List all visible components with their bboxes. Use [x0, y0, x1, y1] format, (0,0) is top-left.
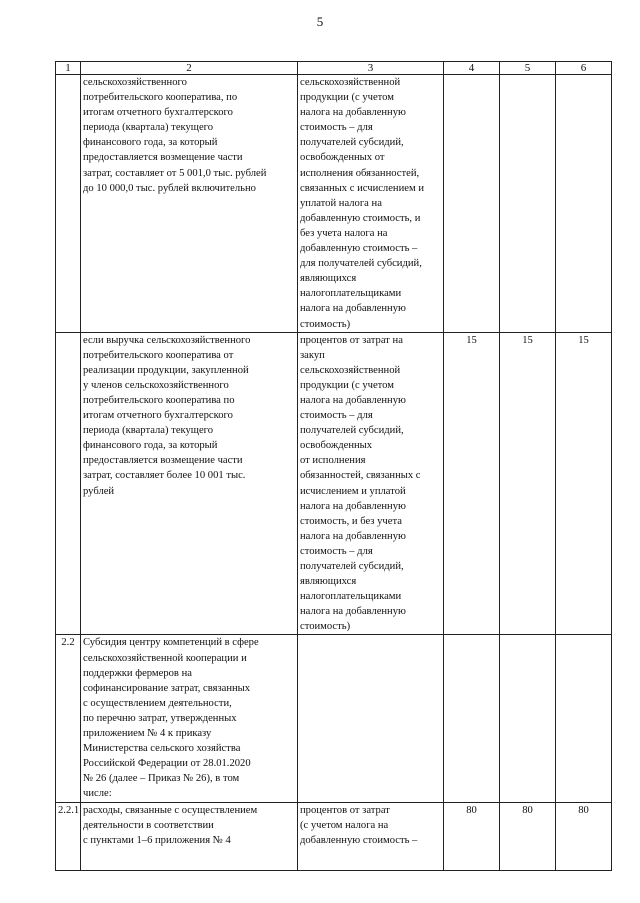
description-line: если выручка сельскохозяйственного — [83, 334, 251, 346]
page-number: 5 — [316, 14, 324, 29]
unit-line: стоимость – для — [300, 122, 373, 134]
description-line: рублей — [83, 485, 115, 497]
row-value-v6: 15 — [556, 332, 612, 635]
row-number — [56, 75, 81, 333]
row-description — [81, 635, 298, 802]
description-line: Российской Федерации от 28.01.2020 — [83, 758, 251, 770]
unit-line: продукции (с учетом — [300, 379, 394, 391]
row-unit — [298, 802, 444, 870]
unit-line: получателей субсидий, — [300, 137, 404, 149]
header-col-6: 6 — [556, 62, 612, 75]
description-line: итогам отчетного бухгалтерского — [83, 107, 233, 119]
unit-line: уплатой налога на — [300, 197, 382, 209]
row-number: 2.2 — [56, 635, 81, 802]
unit-line: получателей субсидий, — [300, 561, 404, 572]
unit-line: налога на добавленную — [300, 394, 406, 406]
unit-line: освобожденных — [300, 440, 373, 452]
description-line: расходы, связанные с осуществлением — [83, 804, 258, 816]
description-line: приложением № 4 к приказу — [83, 728, 212, 740]
unit-line: процентов от затрат на — [300, 334, 403, 346]
description-line: у членов сельскохозяйственного — [83, 379, 229, 391]
unit-line: получателей субсидий, — [300, 425, 404, 437]
unit-line: стоимость – для — [300, 410, 373, 422]
unit-line: обязанностей, связанных с — [300, 470, 421, 482]
row-value-v5: 15 — [500, 332, 556, 635]
description-line: Министерства сельского хозяйства — [83, 743, 241, 755]
subsidy-table — [55, 61, 612, 871]
unit-line: продукции (с учетом — [300, 92, 394, 104]
unit-line: налога на добавленную — [300, 606, 406, 618]
row-value-v4: 80 — [444, 802, 500, 870]
unit-line: налога на добавленную — [300, 107, 406, 119]
description-line: № 26 (далее – Приказ № 26), в том — [83, 773, 240, 785]
unit-line: связанных с исчислением и — [300, 182, 424, 194]
header-col-5: 5 — [500, 62, 556, 75]
unit-line: налога на добавленную — [300, 500, 406, 512]
row-value-v6: 80 — [556, 802, 612, 870]
description-line: финансового года, за который — [83, 137, 218, 149]
description-line: сельскохозяйственного — [83, 77, 187, 88]
unit-line: исполнения обязанностей, — [300, 167, 420, 179]
description-line: с пунктами 1–6 приложения № 4 — [83, 834, 231, 846]
row-unit — [298, 75, 444, 333]
unit-line: стоимость) — [300, 318, 351, 330]
description-line: с осуществлением деятельности, — [83, 697, 232, 709]
row-value-v6 — [556, 75, 612, 333]
unit-line: (с учетом налога на — [300, 819, 389, 831]
row-value-v4 — [444, 635, 500, 802]
unit-line: являющихся — [300, 576, 357, 588]
description-line: числе: — [83, 788, 112, 800]
description-line: периода (квартала) текущего — [83, 122, 214, 134]
description-line: сельскохозяйственной кооперации и — [83, 652, 247, 664]
description-line: Субсидия центру компетенций в сфере — [83, 637, 259, 649]
unit-line: добавленную стоимость – — [300, 834, 418, 846]
unit-line: стоимость, и без учета — [300, 515, 402, 527]
description-line: предоставляется возмещение части — [83, 455, 243, 467]
row-unit — [298, 635, 444, 802]
header-col-2: 2 — [81, 62, 298, 75]
table-row — [56, 635, 612, 802]
unit-line: сельскохозяйственной — [300, 364, 401, 376]
header-col-3: 3 — [298, 62, 444, 75]
unit-line: налогоплательщиками — [300, 288, 402, 300]
header-col-1: 1 — [56, 62, 81, 75]
unit-line: исчислением и уплатой — [300, 485, 406, 497]
unit-line: процентов от затрат — [300, 804, 390, 816]
unit-line: стоимость) — [300, 621, 351, 633]
row-number: 2.2.1 — [56, 802, 81, 870]
table-header-row — [56, 62, 612, 75]
description-line: затрат, составляет более 10 001 тыс. — [83, 470, 246, 482]
description-line: затрат, составляет от 5 001,0 тыс. рублей — [83, 167, 267, 179]
unit-line: стоимость – для — [300, 545, 373, 557]
row-description — [81, 802, 298, 870]
unit-line: являющихся — [300, 273, 357, 285]
description-line: потребительского кооператива по — [83, 394, 235, 406]
unit-line: без учета налога на — [300, 227, 388, 239]
row-description — [81, 332, 298, 635]
table-row — [56, 802, 612, 870]
unit-line: для получателей субсидий, — [300, 258, 422, 270]
description-line: финансового года, за который — [83, 440, 218, 452]
row-value-v5 — [500, 635, 556, 802]
description-line: деятельности в соответствии — [83, 819, 214, 831]
description-line: потребительского кооператива от — [83, 349, 234, 361]
description-line: итогам отчетного бухгалтерского — [83, 410, 233, 422]
unit-line: добавленную стоимость, и — [300, 212, 421, 224]
unit-line: сельскохозяйственной — [300, 77, 401, 88]
unit-line: добавленную стоимость – — [300, 243, 418, 255]
row-value-v4 — [444, 75, 500, 333]
unit-line: от исполнения — [300, 455, 366, 467]
row-value-v5: 80 — [500, 802, 556, 870]
unit-line: освобожденных от — [300, 152, 385, 164]
unit-line: закуп — [300, 349, 325, 361]
unit-line: налога на добавленную — [300, 303, 406, 315]
row-unit — [298, 332, 444, 635]
unit-line: налога на добавленную — [300, 530, 406, 542]
description-line: поддержки фермеров на — [83, 667, 192, 679]
description-line: до 10 000,0 тыс. рублей включительно — [83, 182, 256, 194]
table-row — [56, 75, 612, 333]
unit-line: налогоплательщиками — [300, 591, 402, 603]
description-line: периода (квартала) текущего — [83, 425, 214, 437]
description-line: по перечню затрат, утвержденных — [83, 712, 237, 724]
table-row — [56, 332, 612, 635]
description-line: реализации продукции, закупленной — [83, 364, 249, 376]
row-number — [56, 332, 81, 635]
description-line: потребительского кооператива, по — [83, 92, 238, 104]
row-value-v6 — [556, 635, 612, 802]
row-value-v4: 15 — [444, 332, 500, 635]
description-line: софинансирование затрат, связанных — [83, 682, 251, 694]
row-value-v5 — [500, 75, 556, 333]
description-line: предоставляется возмещение части — [83, 152, 243, 164]
header-col-4: 4 — [444, 62, 500, 75]
row-description — [81, 75, 298, 333]
